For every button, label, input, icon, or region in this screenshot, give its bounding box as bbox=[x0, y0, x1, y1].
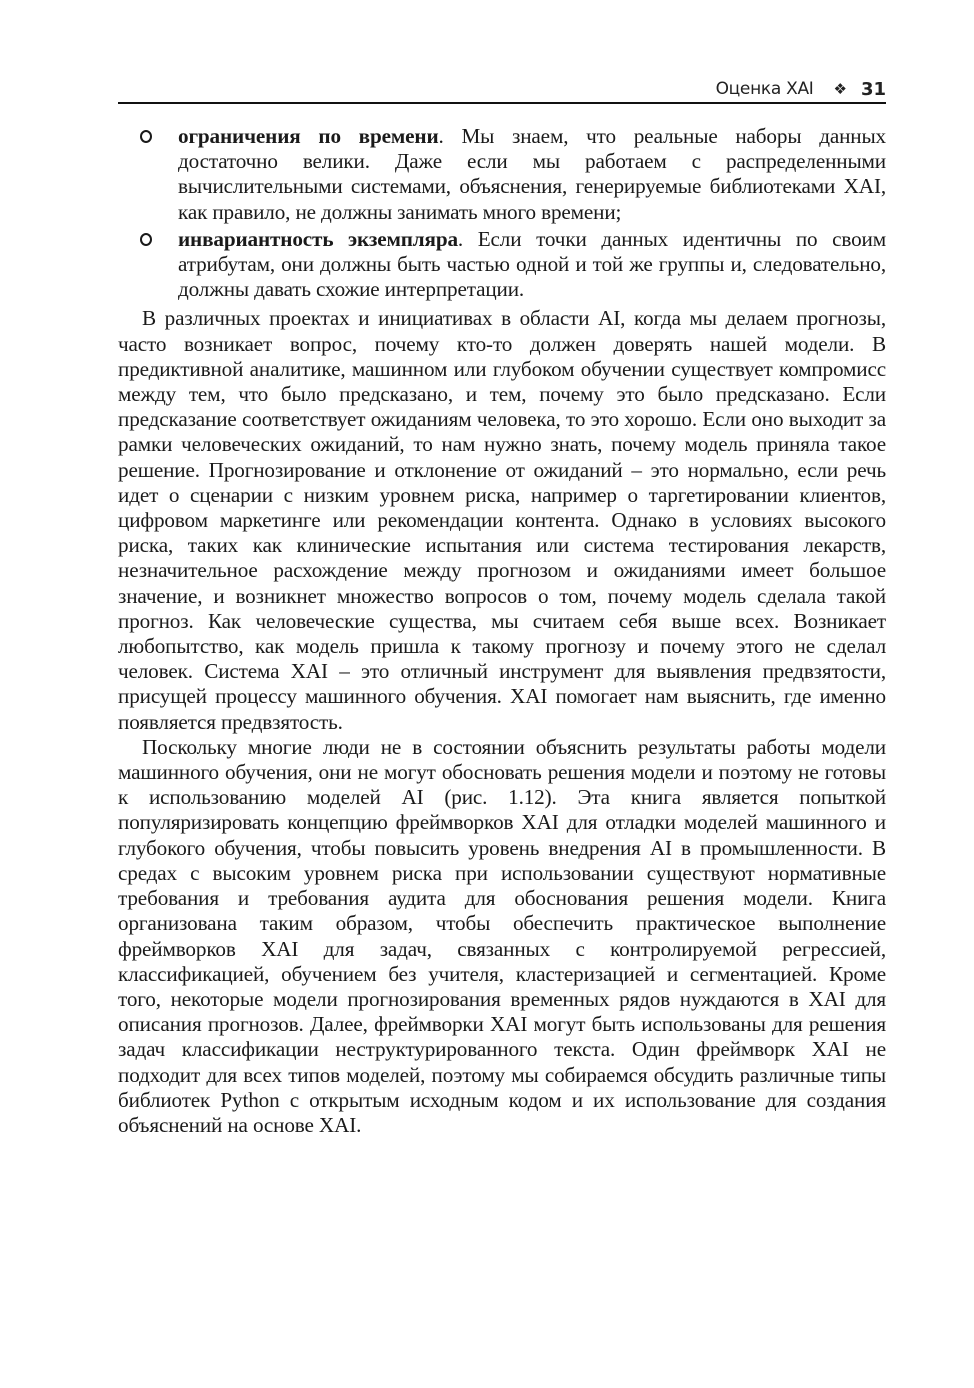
ornament-icon: ❖ bbox=[833, 80, 847, 98]
list-item bbox=[118, 124, 886, 225]
list-item bbox=[118, 227, 886, 303]
circle-bullet-icon bbox=[140, 130, 152, 143]
header-rule bbox=[118, 102, 886, 104]
circle-bullet-icon bbox=[140, 233, 152, 246]
bullet-term: ограничения по времени bbox=[178, 124, 439, 148]
bullet-term: инвариантность экземпляра bbox=[178, 226, 458, 251]
page-number: 31 bbox=[860, 78, 886, 100]
bullet-text: . Мы знаем, что реальные наборы данных достаточно велики. Даже если мы работаем с распределенными вычислительными системами, объяснения, генерируемые библиотеками XAI, как правило, не должны занимать много времени; bbox=[178, 124, 886, 224]
running-header bbox=[118, 76, 886, 102]
paragraph: В различных проектах и инициативах в области AI, когда мы делаем прогнозы, часто возникает вопрос, почему кто-то должен доверять нашей модели. В предиктивной аналитике, машинном или глубоком обучении существует компромисс между тем, что было предсказано, и тем, почему это было предсказано. Если предсказание соответствует ожиданиям человека, то это хорошо. Если оно выходит за рамки человеческих ожиданий, то нам нужно знать, почему модель приняла такое решение. Прогнозирование и отклонение от ожиданий – это нормально, если речь идет о сценарии с низким уровнем риска, например о таргетировании клиентов, цифровом маркетинге или рекомендации контента. Однако в условиях высокого риска, таких как клинические испытания или система тестирования лекарств, незначительное расхождение между прогнозом и ожиданиями имеет большое значение, и возникнет множество вопросов о том, почему модель сделала такой прогноз. Как человеческие существа, мы считаем себя выше всех. Возникает любопытство, как модель пришла к такому прогнозу и почему этого не сделал человек. Система XAI – это отличный инструмент для выявления предвзятости, присущей процессу машинного обучения. XAI помогает нам выяснить, где именно появляется предвзятость. bbox=[118, 306, 886, 734]
bullet-list bbox=[118, 124, 886, 302]
bullet-text: . Если точки данных идентичны по своим атрибутам, они должны быть частью одной и той же группы и, следовательно, должны давать схожие интерпретации. bbox=[178, 226, 886, 302]
paragraph: Поскольку многие люди не в состоянии объяснить результаты работы модели машинного обучения, они не могут обосновать решения модели и поэтому не готовы к использованию моделей AI (рис. 1.12). Эта книга является попыткой популяризировать концепцию фреймворков XAI для отладки моделей машинного и глубокого обучения, чтобы повысить уровень внедрения AI в промышленности. В средах с высоким уровнем риска при использовании существуют нормативные требования и требования аудита для обоснования решения модели. Книга организована таким образом, чтобы обеспечить практическое выполнение фреймворков XAI для задач, связанных с контролируемой регрессией, классификацией, обучением без учителя, кластеризацией и сегментацией. Кроме того, некоторые модели прогнозирования временных рядов нуждаются в XAI для описания прогнозов. Далее, фреймворки XAI могут быть использованы для решения задач классификации неструктурированного текста. Один фреймворк XAI не подходит для всех типов моделей, поэтому мы собираемся обсудить различные типы библиотек Python с открытым исходным кодом и их использование для создания объяснений на основе XAI. bbox=[118, 734, 886, 1137]
section-title: Оценка XAI bbox=[715, 79, 814, 99]
body-text bbox=[118, 124, 886, 1138]
